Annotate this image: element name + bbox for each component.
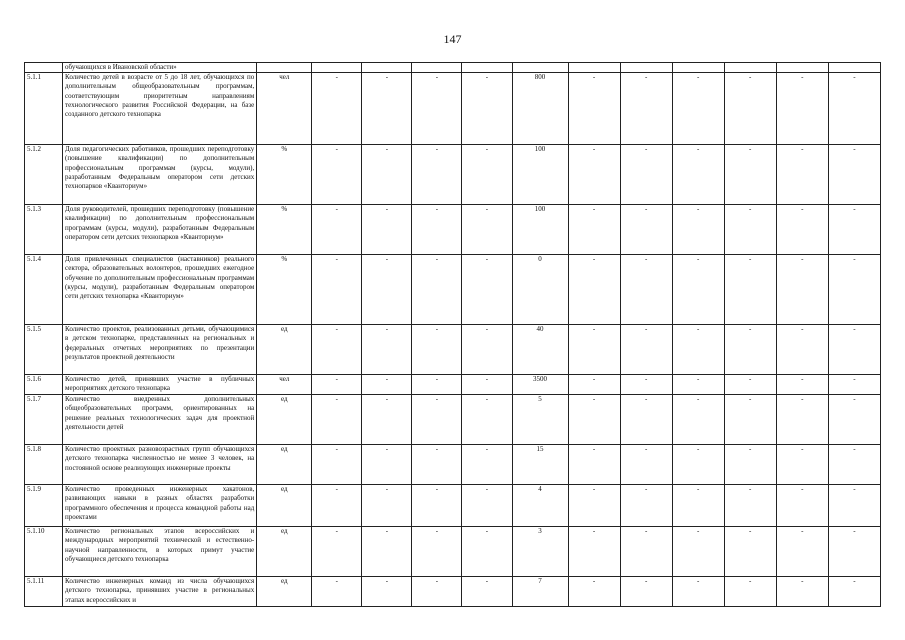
value-cell: - <box>412 527 462 577</box>
value-cell: - <box>462 577 512 607</box>
value-cell: - <box>412 445 462 485</box>
indicator-text: Доля руководителей, прошедших переподготовку (повышение квалификации) по дополнительным профессиональным программам (курсы, модули), разработанным Федеральным оператором сети детских технопарков «Кванториум» <box>65 205 255 241</box>
indicator-text: Количество проведенных инженерных хакатонов, развивающих навыки в разных областях разработки программного обеспечения и процесса командной работы над проектами <box>65 485 255 521</box>
value-cell: - <box>828 73 880 145</box>
value-cell: - <box>462 73 512 145</box>
value-cell: - <box>828 445 880 485</box>
indicator-name <box>63 445 257 485</box>
value-cell: - <box>620 73 672 145</box>
indicator-text: Количество проектных разновозрастных групп обучающихся детского технопарка численностью не менее 3 человек, на постоянной основе реализующих инженерные проекты <box>65 445 255 472</box>
value-cell: - <box>828 395 880 445</box>
value-cell: - <box>724 145 776 205</box>
value-cell: - <box>362 445 412 485</box>
value-cell: - <box>776 527 828 577</box>
value-cell: - <box>828 205 880 255</box>
table-row <box>25 375 881 395</box>
value-cell: - <box>312 205 362 255</box>
value-cell: - <box>620 395 672 445</box>
value-cell: - <box>462 145 512 205</box>
unit-cell: чел <box>257 73 312 145</box>
value-cell: - <box>620 205 672 255</box>
indicator-name <box>63 577 257 607</box>
value-cell: - <box>620 445 672 485</box>
value-cell: - <box>828 145 880 205</box>
indicator-name <box>63 73 257 145</box>
value-cell: - <box>412 255 462 325</box>
value-cell: - <box>776 205 828 255</box>
row-number: 5.1.5 <box>25 325 63 375</box>
value-cell: - <box>724 73 776 145</box>
value-cell: - <box>776 145 828 205</box>
value-cell: - <box>776 375 828 395</box>
value-cell: - <box>724 485 776 527</box>
page-number: 147 <box>443 32 462 46</box>
value-cell: - <box>462 255 512 325</box>
indicator-text: Доля педагогических работников, прошедших переподготовку (повышение квалификации) по дополнительным профессиональным программам (курсы, модули), разработанным Федеральным оператором сети детских технопарков «Кванториум» <box>65 145 255 191</box>
unit-cell: ед <box>257 395 312 445</box>
continuation-row <box>25 63 881 73</box>
value-cell: - <box>312 395 362 445</box>
value-cell: - <box>312 485 362 527</box>
value-cell: - <box>412 205 462 255</box>
indicator-text: Количество региональных этапов всероссийских и международных мероприятий технической и естественно-научной направленности, в которых примут участие обучающиеся детского технопарка <box>65 527 255 563</box>
row-number: 5.1.9 <box>25 485 63 527</box>
value-cell: - <box>724 577 776 607</box>
row-number: 5.1.7 <box>25 395 63 445</box>
indicator-name <box>63 485 257 527</box>
table-row <box>25 255 881 325</box>
indicator-text: Количество внедренных дополнительных общеобразовательных программ, ориентированных на решение реальных технологических задач для проектной деятельности детей <box>65 395 255 431</box>
value-cell: - <box>724 255 776 325</box>
value-cell: - <box>724 395 776 445</box>
indicator-name <box>63 205 257 255</box>
value-cell: - <box>724 527 776 577</box>
indicators-table <box>24 62 881 607</box>
value-cell: - <box>828 325 880 375</box>
value-cell: - <box>362 375 412 395</box>
value-cell: - <box>362 577 412 607</box>
value-cell: - <box>620 145 672 205</box>
indicator-text: Количество детей в возрасте от 5 до 18 лет, обучающихся по дополнительным общеобразовательным программам, соответствующим приоритетным направлениям технологического развития Российской Федерации, на базе созданного детского технопарка <box>65 73 255 119</box>
row-number: 5.1.8 <box>25 445 63 485</box>
unit-cell: % <box>257 205 312 255</box>
value-cell: - <box>568 205 620 255</box>
row-number: 5.1.6 <box>25 375 63 395</box>
value-cell: - <box>672 485 724 527</box>
value-cell: - <box>568 375 620 395</box>
value-cell: - <box>412 325 462 375</box>
value-cell: 40 <box>512 325 568 375</box>
value-cell: - <box>362 527 412 577</box>
indicator-text: Количество инженерных команд из числа обучающихся детского технопарка, принявших участие в региональных этапах всероссийских и <box>65 577 255 604</box>
unit-cell: % <box>257 145 312 205</box>
value-cell: - <box>776 577 828 607</box>
value-cell: - <box>312 445 362 485</box>
value-cell: - <box>672 395 724 445</box>
table-row <box>25 527 881 577</box>
value-cell: - <box>776 325 828 375</box>
value-cell: - <box>672 255 724 325</box>
value-cell: - <box>362 73 412 145</box>
value-cell: - <box>462 325 512 375</box>
value-cell: - <box>724 325 776 375</box>
row-number: 5.1.10 <box>25 527 63 577</box>
value-cell: - <box>312 527 362 577</box>
value-cell: - <box>412 577 462 607</box>
value-cell: 100 <box>512 205 568 255</box>
value-cell: 3500 <box>512 375 568 395</box>
indicator-name <box>63 255 257 325</box>
table-row <box>25 205 881 255</box>
value-cell: - <box>828 527 880 577</box>
unit-cell: ед <box>257 325 312 375</box>
unit-cell: чел <box>257 375 312 395</box>
table-row <box>25 395 881 445</box>
value-cell: - <box>828 255 880 325</box>
value-cell: - <box>462 485 512 527</box>
value-cell: - <box>620 485 672 527</box>
indicator-name <box>63 395 257 445</box>
value-cell: - <box>312 73 362 145</box>
value-cell: - <box>568 577 620 607</box>
value-cell: - <box>312 325 362 375</box>
unit-cell: ед <box>257 527 312 577</box>
value-cell: - <box>620 375 672 395</box>
value-cell: 7 <box>512 577 568 607</box>
table-row <box>25 145 881 205</box>
row-number: 5.1.1 <box>25 73 63 145</box>
value-cell: - <box>568 445 620 485</box>
value-cell: - <box>672 145 724 205</box>
table-row <box>25 73 881 145</box>
value-cell: - <box>620 527 672 577</box>
value-cell: - <box>828 485 880 527</box>
value-cell: 4 <box>512 485 568 527</box>
row-number: 5.1.11 <box>25 577 63 607</box>
value-cell: - <box>362 325 412 375</box>
value-cell: - <box>672 375 724 395</box>
value-cell: - <box>776 395 828 445</box>
value-cell: - <box>568 73 620 145</box>
indicator-text: Доля привлеченных специалистов (наставников) реального сектора, образовательных волонтеров, прошедших ежегодное обучение по дополнительным профессиональным программам (курсы, модули), разработанным Федеральным оператором сети детских технопарка «Кванториум» <box>65 255 255 301</box>
value-cell: - <box>362 145 412 205</box>
value-cell: - <box>568 255 620 325</box>
row-number: 5.1.4 <box>25 255 63 325</box>
value-cell: - <box>568 485 620 527</box>
unit-cell: ед <box>257 445 312 485</box>
value-cell: - <box>776 255 828 325</box>
indicator-name <box>63 325 257 375</box>
value-cell: - <box>462 395 512 445</box>
value-cell: - <box>362 485 412 527</box>
value-cell: - <box>672 445 724 485</box>
value-cell: - <box>672 205 724 255</box>
indicator-name <box>63 527 257 577</box>
value-cell: - <box>412 375 462 395</box>
value-cell: - <box>462 527 512 577</box>
value-cell: - <box>620 325 672 375</box>
value-cell: 800 <box>512 73 568 145</box>
value-cell: - <box>312 577 362 607</box>
row-number: 5.1.2 <box>25 145 63 205</box>
indicator-text: Количество проектов, реализованных детьми, обучающимися в детском технопарке, представленных на региональных и федеральных отчетных мероприятиях по презентации результатов проектной деятельности <box>65 325 255 361</box>
value-cell: - <box>312 255 362 325</box>
unit-cell: % <box>257 255 312 325</box>
value-cell: - <box>672 577 724 607</box>
value-cell: - <box>568 527 620 577</box>
indicator-name <box>63 375 257 395</box>
value-cell: 15 <box>512 445 568 485</box>
indicator-name <box>63 145 257 205</box>
value-cell: - <box>828 577 880 607</box>
value-cell: - <box>724 375 776 395</box>
value-cell: - <box>412 485 462 527</box>
value-cell: - <box>312 375 362 395</box>
value-cell: - <box>672 73 724 145</box>
value-cell: - <box>312 145 362 205</box>
value-cell: - <box>462 375 512 395</box>
value-cell: - <box>462 445 512 485</box>
value-cell: - <box>362 255 412 325</box>
value-cell: - <box>620 577 672 607</box>
table-row <box>25 485 881 527</box>
table-row <box>25 577 881 607</box>
value-cell: - <box>724 205 776 255</box>
table-row <box>25 325 881 375</box>
value-cell: - <box>412 145 462 205</box>
value-cell: - <box>462 205 512 255</box>
row-number: 5.1.3 <box>25 205 63 255</box>
value-cell: - <box>362 205 412 255</box>
value-cell: - <box>568 145 620 205</box>
value-cell: - <box>412 73 462 145</box>
value-cell: 3 <box>512 527 568 577</box>
value-cell: - <box>672 527 724 577</box>
value-cell: - <box>776 73 828 145</box>
continuation-text: обучающихся в Ивановской области» <box>63 63 257 73</box>
value-cell: - <box>362 395 412 445</box>
value-cell: - <box>568 395 620 445</box>
value-cell: 100 <box>512 145 568 205</box>
indicator-text: Количество детей, принявших участие в публичных мероприятиях детского технопарка <box>65 375 255 393</box>
value-cell: - <box>672 325 724 375</box>
table-row <box>25 445 881 485</box>
value-cell: - <box>776 485 828 527</box>
value-cell: - <box>776 445 828 485</box>
value-cell: - <box>828 375 880 395</box>
unit-cell: ед <box>257 485 312 527</box>
value-cell: - <box>724 445 776 485</box>
value-cell: - <box>412 395 462 445</box>
value-cell: - <box>568 325 620 375</box>
unit-cell: ед <box>257 577 312 607</box>
value-cell: - <box>620 255 672 325</box>
value-cell: 5 <box>512 395 568 445</box>
value-cell: 0 <box>512 255 568 325</box>
